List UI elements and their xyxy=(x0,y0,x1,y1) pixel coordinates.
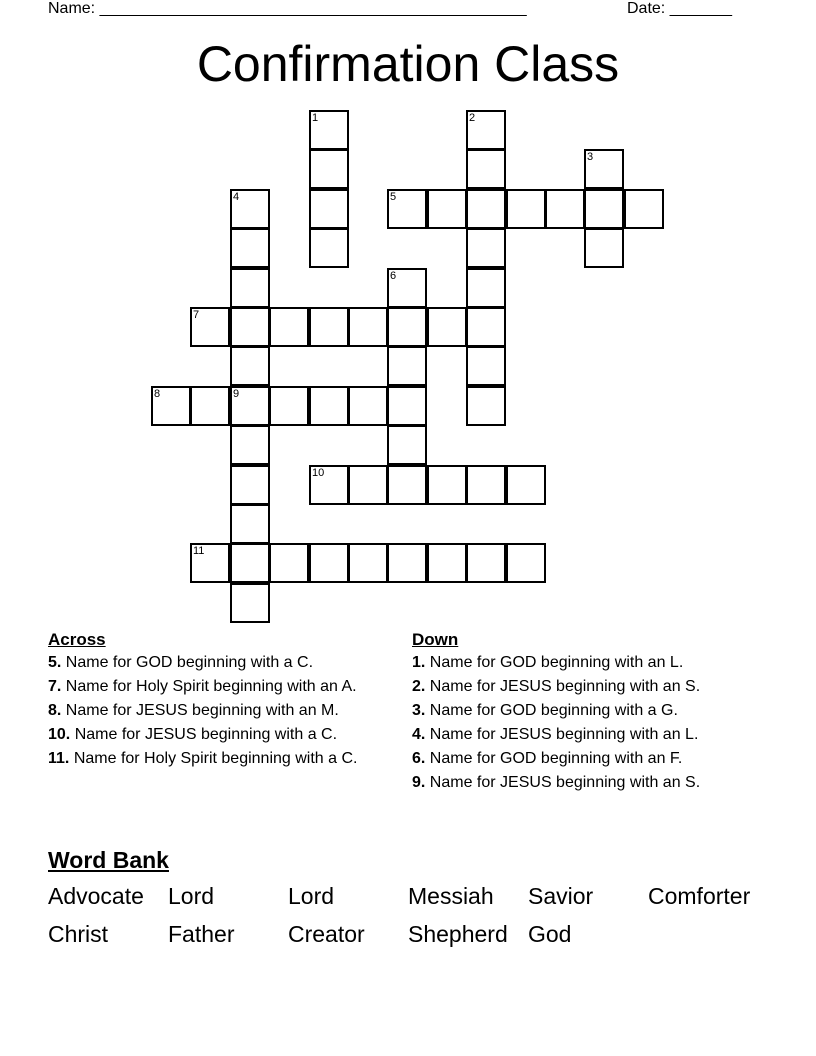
crossword-cell[interactable] xyxy=(230,504,270,544)
cell-number: 10 xyxy=(312,467,325,479)
crossword-cell[interactable] xyxy=(309,149,349,189)
word-bank-word: Savior xyxy=(528,883,594,909)
down-clue xyxy=(412,654,752,672)
clue-number: 5. xyxy=(48,654,62,671)
crossword-cell[interactable] xyxy=(466,189,506,229)
crossword-cell[interactable] xyxy=(387,543,427,583)
crossword-cell[interactable] xyxy=(309,543,349,583)
crossword-cell[interactable] xyxy=(584,228,624,268)
cell-number: 2 xyxy=(469,112,476,124)
crossword-cell[interactable] xyxy=(506,543,546,583)
crossword-cell[interactable] xyxy=(624,189,664,229)
crossword-cell[interactable] xyxy=(309,465,349,505)
crossword-cell[interactable] xyxy=(466,228,506,268)
crossword-cell[interactable] xyxy=(387,346,427,386)
crossword-cell[interactable] xyxy=(269,386,309,426)
word-bank-word: Messiah xyxy=(408,883,494,909)
crossword-cell[interactable] xyxy=(427,189,467,229)
clue-number: 11. xyxy=(48,750,70,767)
crossword-cell[interactable] xyxy=(230,189,270,229)
cell-number: 6 xyxy=(390,270,397,282)
clue-text: Name for GOD beginning with a G. xyxy=(429,702,678,719)
crossword-cell[interactable] xyxy=(584,149,624,189)
word-bank-heading: Word Bank xyxy=(48,847,169,873)
clue-number: 7. xyxy=(48,678,62,695)
crossword-cell[interactable] xyxy=(584,189,624,229)
clue-number: 2. xyxy=(412,678,426,695)
crossword-cell[interactable] xyxy=(387,465,427,505)
crossword-cell[interactable] xyxy=(387,425,427,465)
crossword-cell[interactable] xyxy=(466,386,506,426)
crossword-cell[interactable] xyxy=(309,386,349,426)
crossword-cell[interactable] xyxy=(545,189,585,229)
across-clue-list xyxy=(48,654,388,774)
word-bank-word: Lord xyxy=(168,883,215,909)
word-bank-word: Christ xyxy=(48,921,109,947)
down-heading: Down xyxy=(412,630,459,649)
clue-text: Name for JESUS beginning with a C. xyxy=(74,726,338,743)
crossword-cell[interactable] xyxy=(190,307,230,347)
crossword-cell[interactable] xyxy=(309,189,349,229)
clue-number: 9. xyxy=(412,774,426,791)
crossword-cell[interactable] xyxy=(269,543,309,583)
across-clue xyxy=(48,654,388,672)
crossword-cell[interactable] xyxy=(387,307,427,347)
crossword-cell[interactable] xyxy=(466,465,506,505)
across-clue xyxy=(48,750,388,768)
crossword-cell[interactable] xyxy=(466,149,506,189)
crossword-cell[interactable] xyxy=(466,110,506,150)
word-bank-word: Creator xyxy=(288,921,365,947)
clue-number: 8. xyxy=(48,702,62,719)
crossword-cell[interactable] xyxy=(309,228,349,268)
name-field-label: Name: ________________________________________________ xyxy=(48,0,527,17)
crossword-cell[interactable] xyxy=(309,110,349,150)
crossword-cell[interactable] xyxy=(230,465,270,505)
crossword-cell[interactable] xyxy=(427,543,467,583)
date-field-label: Date: _______ xyxy=(627,0,732,17)
cell-number: 8 xyxy=(154,388,161,400)
page-title: Confirmation Class xyxy=(196,36,620,92)
crossword-cell[interactable] xyxy=(230,543,270,583)
crossword-cell[interactable] xyxy=(348,307,388,347)
clue-text: Name for JESUS beginning with an S. xyxy=(429,678,701,695)
crossword-cell[interactable] xyxy=(466,543,506,583)
crossword-cell[interactable] xyxy=(269,307,309,347)
crossword-cell[interactable] xyxy=(230,307,270,347)
cell-number: 7 xyxy=(193,309,200,321)
crossword-cell[interactable] xyxy=(466,307,506,347)
across-clue xyxy=(48,702,388,720)
across-clue xyxy=(48,678,388,696)
down-clue xyxy=(412,726,752,744)
clue-number: 3. xyxy=(412,702,426,719)
down-clue xyxy=(412,750,752,768)
clue-number: 6. xyxy=(412,750,426,767)
down-clue-list xyxy=(412,654,752,798)
crossword-cell[interactable] xyxy=(348,386,388,426)
clue-text: Name for GOD beginning with an F. xyxy=(429,750,683,767)
crossword-cell[interactable] xyxy=(230,583,270,623)
down-clue xyxy=(412,678,752,696)
crossword-cell[interactable] xyxy=(466,268,506,308)
crossword-cell[interactable] xyxy=(387,189,427,229)
crossword-cell[interactable] xyxy=(348,543,388,583)
crossword-cell[interactable] xyxy=(230,228,270,268)
cell-number: 5 xyxy=(390,191,397,203)
word-bank-word: Comforter xyxy=(648,883,751,909)
clue-text: Name for JESUS beginning with an S. xyxy=(429,774,701,791)
clue-text: Name for Holy Spirit beginning with an A. xyxy=(65,678,357,695)
word-bank-word: Advocate xyxy=(48,883,144,909)
cell-number: 9 xyxy=(233,388,240,400)
cell-number: 11 xyxy=(193,545,205,557)
word-bank-word: Father xyxy=(168,921,235,947)
word-bank-word: God xyxy=(528,921,572,947)
word-bank-word: Lord xyxy=(288,883,335,909)
crossword-cell[interactable] xyxy=(230,268,270,308)
crossword-cell[interactable] xyxy=(151,386,191,426)
cell-number: 4 xyxy=(233,191,240,203)
crossword-cell[interactable] xyxy=(190,386,230,426)
crossword-cell[interactable] xyxy=(348,465,388,505)
clue-text: Name for JESUS beginning with an L. xyxy=(429,726,699,743)
clue-text: Name for Holy Spirit beginning with a C. xyxy=(73,750,358,767)
down-clue xyxy=(412,702,752,720)
clue-number: 4. xyxy=(412,726,426,743)
crossword-cell[interactable] xyxy=(466,346,506,386)
crossword-cell[interactable] xyxy=(309,307,349,347)
crossword-cell[interactable] xyxy=(506,465,546,505)
crossword-cell[interactable] xyxy=(427,465,467,505)
cell-number: 3 xyxy=(587,151,594,163)
down-clue xyxy=(412,774,752,792)
crossword-cell[interactable] xyxy=(230,346,270,386)
crossword-cell[interactable] xyxy=(230,425,270,465)
crossword-cell[interactable] xyxy=(387,268,427,308)
word-bank-word: Shepherd xyxy=(408,921,508,947)
crossword-cell[interactable] xyxy=(506,189,546,229)
clue-number: 10. xyxy=(48,726,71,743)
crossword-cell[interactable] xyxy=(427,307,467,347)
clue-text: Name for GOD beginning with a C. xyxy=(65,654,314,671)
across-heading: Across xyxy=(48,630,106,649)
clue-text: Name for JESUS beginning with an M. xyxy=(65,702,339,719)
crossword-cell[interactable] xyxy=(230,386,270,426)
across-clue xyxy=(48,726,388,744)
clue-number: 1. xyxy=(412,654,426,671)
crossword-cell[interactable] xyxy=(387,386,427,426)
cell-number: 1 xyxy=(312,112,319,124)
crossword-cell[interactable] xyxy=(190,543,230,583)
clue-text: Name for GOD beginning with an L. xyxy=(429,654,684,671)
